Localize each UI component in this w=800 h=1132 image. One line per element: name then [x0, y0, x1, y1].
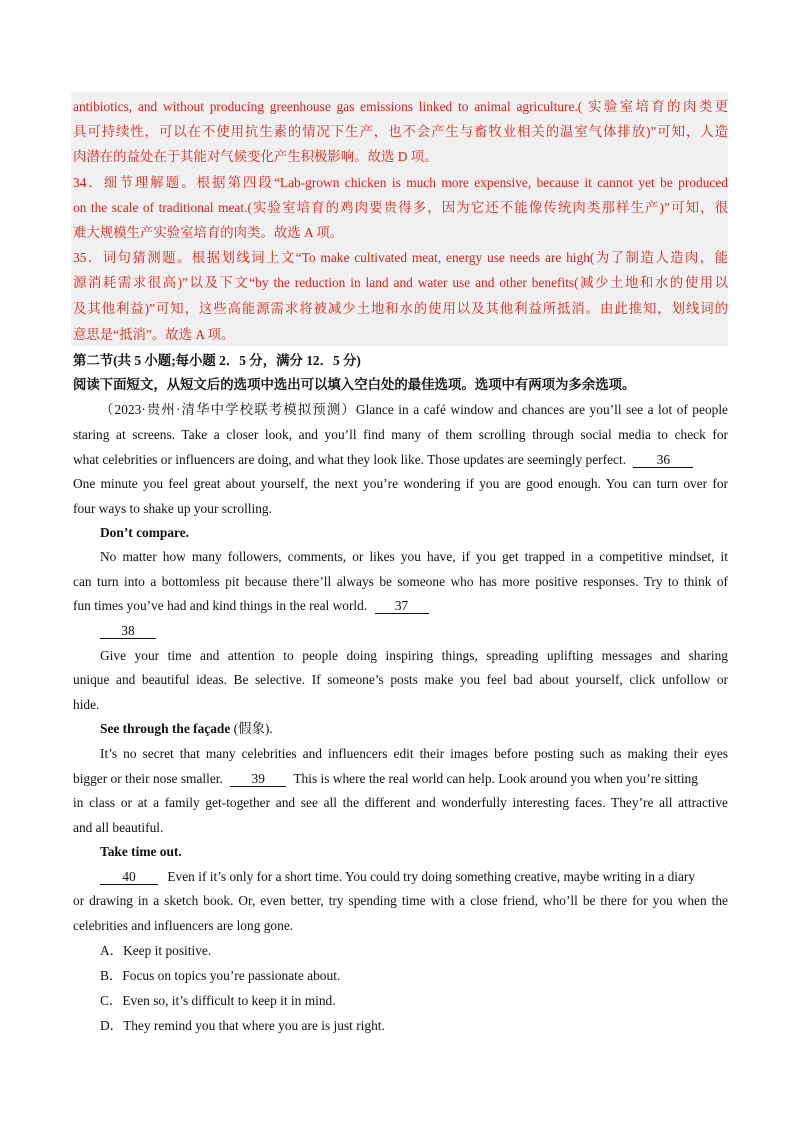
passage-text: what celebrities or influencers are doing, and what they look like. Those updates are seemingly perfect. — [73, 452, 627, 467]
passage-text: fun times you’ve had and kind things in the real world. — [73, 598, 368, 613]
option-letter: D． — [100, 1018, 124, 1033]
passage-line — [73, 597, 429, 614]
passage-line: （2023·贵州·清华中学校联考模拟预测）Glance in a café window and chances are you’ll see a lot of people — [100, 402, 728, 417]
passage-line: can turn into a bottomless pit because there’ll always be someone who has more positive responses. Try to think of — [73, 574, 728, 589]
answer-line: 35．词句猜测题。根据划线词上文“To make cultivated meat, energy use needs are high(为了制造人造肉，能 — [73, 250, 728, 265]
subheading-note: (假象). — [233, 721, 273, 736]
answer-line: 具可持续性，可以在不使用抗生素的情况下生产，也不会产生与畜牧业相关的温室气体排放)”可知，人造 — [73, 124, 728, 139]
answer-line: 意思是“抵消”。故选 A 项。 — [73, 327, 235, 342]
passage-line: Give your time and attention to people doing inspiring things, spreading uplifting messages and sharing — [100, 648, 728, 663]
option-letter: C． — [100, 993, 123, 1008]
subheading-text: See through the façade — [100, 721, 231, 736]
blank-36[interactable]: 36 — [633, 452, 693, 468]
passage-line: and all beautiful. — [73, 820, 164, 835]
option-text: Even so, it’s difficult to keep it in mind. — [122, 993, 336, 1008]
option-text: They remind you that where you are is just right. — [123, 1018, 385, 1033]
passage-line: four ways to shake up your scrolling. — [73, 501, 272, 516]
blank-37[interactable]: 37 — [375, 598, 429, 614]
option-letter: A． — [100, 943, 124, 958]
blank-39[interactable]: 39 — [230, 771, 286, 787]
passage-text: bigger or their nose smaller. — [73, 771, 223, 786]
passage-line — [73, 451, 693, 468]
passage-line: staring at screens. Take a closer look, and you’ll find many of them scrolling through social media to check for — [73, 427, 728, 442]
passage-line: celebrities and influencers are long gone. — [73, 918, 294, 933]
answer-line: on the scale of traditional meat.(实验室培育的鸡肉要贵得多，因为它还不能像传统肉类那样生产)”可知，很 — [73, 200, 728, 215]
answer-line: 34．细节理解题。根据第四段“Lab-grown chicken is much more expensive, because it cannot yet be produced — [73, 175, 728, 190]
passage-line: One minute you feel great about yourself, the next you’re wondering if you are good enough. You can turn over for — [73, 476, 728, 491]
answer-line: 及其他利益)”可知，这些高能源需求将被减少土地和水的使用以及其他利益所抵消。由此推知，划线词的 — [73, 301, 728, 316]
passage-line: No matter how many followers, comments, or likes you have, if you get trapped in a competitive mindset, it — [100, 549, 728, 564]
subheading-take-time-out: Take time out. — [100, 844, 182, 859]
answer-line: 难大规模生产实验室培育的肉类。故选 A 项。 — [73, 225, 344, 240]
subheading-facade — [100, 720, 273, 737]
option-text: Keep it positive. — [123, 943, 212, 958]
blank-40[interactable]: 40 — [100, 869, 158, 885]
option-text: Focus on topics you’re passionate about. — [122, 968, 341, 983]
passage-text: This is where the real world can help. Look around you when you’re sitting — [293, 771, 698, 786]
passage-line — [100, 622, 156, 639]
passage-line — [73, 770, 698, 787]
option-a[interactable] — [100, 942, 211, 959]
passage-text: Even if it’s only for a short time. You could try doing something creative, maybe writing in a diary — [167, 869, 696, 884]
passage-line: in class or at a family get-together and see all the different and wonderfully interesting faces. They’re all attractive — [73, 795, 728, 810]
option-letter: B． — [100, 968, 123, 983]
answer-line: 源消耗需求很高)”以及下文“by the reduction in land and water use and other benefits(减少土地和水的使用以 — [73, 275, 728, 290]
section-instruction: 阅读下面短文，从短文后的选项中选出可以填入空白处的最佳选项。选项中有两项为多余选项。 — [73, 377, 636, 392]
answer-line: antibiotics, and without producing greenhouse gas emissions linked to animal agriculture.( 实验室培育的肉类更 — [73, 99, 728, 114]
passage-line: unique and beautiful ideas. Be selective. If someone’s posts make you feel bad about yourself, click unfollow or — [73, 672, 728, 687]
passage-line: It’s no secret that many celebrities and influencers edit their images before posting such as making their eyes — [100, 746, 728, 761]
subheading-dont-compare: Don’t compare. — [100, 525, 190, 540]
option-b[interactable] — [100, 967, 340, 984]
option-c[interactable] — [100, 992, 336, 1009]
answer-line: 肉潜在的益处在于其能对气候变化产生积极影响。故选 D 项。 — [73, 149, 438, 164]
section-heading: 第二节(共 5 小题;每小题 2．5 分，满分 12．5 分) — [73, 353, 361, 368]
passage-line: hide. — [73, 697, 100, 712]
passage-line — [100, 868, 695, 885]
option-d[interactable] — [100, 1017, 385, 1034]
passage-line: or drawing in a sketch book. Or, even better, try spending time with a close friend, who’ll be there for you when the — [73, 893, 728, 908]
blank-38[interactable]: 38 — [100, 623, 156, 639]
